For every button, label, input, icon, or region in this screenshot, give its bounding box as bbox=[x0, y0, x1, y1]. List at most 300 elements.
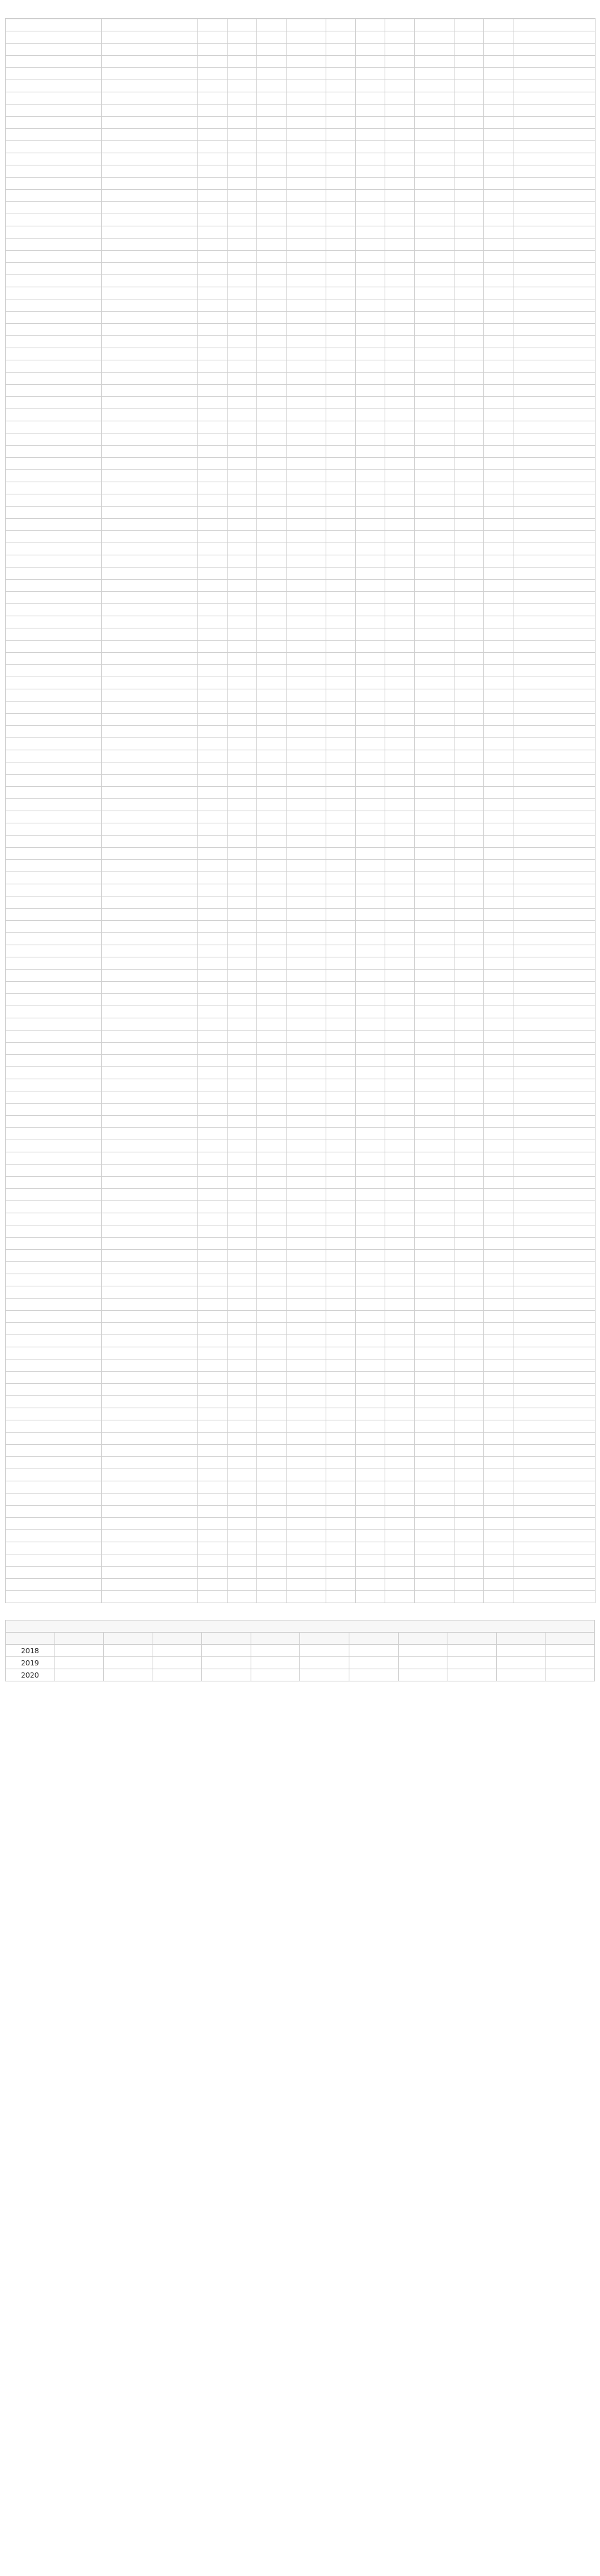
table-cell bbox=[484, 1091, 513, 1104]
table-cell bbox=[6, 628, 102, 641]
table-row bbox=[6, 1140, 596, 1152]
table-cell bbox=[496, 1669, 546, 1681]
table-cell bbox=[484, 31, 513, 44]
table-cell bbox=[228, 31, 257, 44]
table-cell bbox=[228, 1152, 257, 1165]
table-cell bbox=[454, 1408, 484, 1420]
table-cell bbox=[356, 1177, 385, 1189]
table-row bbox=[6, 1031, 596, 1043]
table-cell bbox=[356, 446, 385, 458]
table-cell bbox=[326, 836, 356, 848]
table-cell bbox=[6, 1091, 102, 1104]
table-cell bbox=[102, 628, 198, 641]
table-cell bbox=[257, 1067, 287, 1079]
table-cell bbox=[228, 1396, 257, 1408]
table-cell bbox=[415, 872, 454, 884]
table-cell bbox=[198, 1433, 228, 1445]
table-cell bbox=[484, 226, 513, 239]
table-cell bbox=[326, 1591, 356, 1603]
table-cell bbox=[356, 1079, 385, 1091]
table-cell bbox=[415, 1542, 454, 1554]
table-cell bbox=[287, 1481, 326, 1494]
table-row bbox=[6, 568, 596, 580]
table-cell bbox=[454, 1335, 484, 1347]
table-cell bbox=[326, 494, 356, 507]
table-cell bbox=[385, 494, 415, 507]
table-cell bbox=[326, 1481, 356, 1494]
table-row bbox=[6, 702, 596, 714]
table-cell bbox=[228, 1494, 257, 1506]
table-cell bbox=[257, 1554, 287, 1567]
table-cell bbox=[385, 860, 415, 872]
table-cell bbox=[257, 1420, 287, 1433]
table-cell bbox=[484, 1457, 513, 1469]
table-cell bbox=[198, 239, 228, 251]
table-cell bbox=[484, 750, 513, 762]
table-cell bbox=[454, 117, 484, 129]
table-cell bbox=[513, 1299, 596, 1311]
table-cell bbox=[198, 482, 228, 494]
table-cell bbox=[356, 409, 385, 421]
table-cell bbox=[198, 1384, 228, 1396]
table-cell bbox=[198, 178, 228, 190]
table-cell bbox=[447, 1657, 497, 1669]
table-cell bbox=[198, 1177, 228, 1189]
table-cell bbox=[513, 1494, 596, 1506]
table-cell bbox=[102, 1335, 198, 1347]
table-cell bbox=[228, 1116, 257, 1128]
table-cell bbox=[326, 848, 356, 860]
table-cell bbox=[484, 1225, 513, 1238]
table-cell bbox=[287, 921, 326, 933]
table-cell bbox=[102, 714, 198, 726]
table-cell bbox=[415, 1518, 454, 1530]
table-cell bbox=[513, 775, 596, 787]
table-cell bbox=[415, 299, 454, 312]
table-cell bbox=[513, 31, 596, 44]
table-cell bbox=[415, 787, 454, 799]
table-cell bbox=[287, 68, 326, 80]
table-cell bbox=[6, 1311, 102, 1323]
table-cell bbox=[102, 1043, 198, 1055]
table-cell bbox=[6, 970, 102, 982]
table-cell bbox=[287, 409, 326, 421]
table-cell bbox=[228, 312, 257, 324]
table-cell bbox=[415, 68, 454, 80]
table-cell bbox=[454, 726, 484, 738]
table-cell bbox=[257, 251, 287, 263]
table-cell bbox=[6, 80, 102, 92]
table-cell bbox=[513, 1311, 596, 1323]
table-cell bbox=[198, 823, 228, 836]
table-cell bbox=[6, 1518, 102, 1530]
table-cell bbox=[356, 1494, 385, 1506]
table-cell bbox=[385, 141, 415, 153]
table-cell bbox=[454, 1128, 484, 1140]
table-cell bbox=[102, 1213, 198, 1225]
table-cell bbox=[102, 945, 198, 957]
table-cell bbox=[287, 726, 326, 738]
table-cell bbox=[228, 1104, 257, 1116]
table-cell bbox=[454, 287, 484, 299]
table-cell bbox=[287, 799, 326, 811]
table-row bbox=[6, 1554, 596, 1567]
table-cell bbox=[6, 909, 102, 921]
table-cell bbox=[415, 482, 454, 494]
table-cell bbox=[198, 494, 228, 507]
table-cell bbox=[257, 1177, 287, 1189]
table-cell bbox=[356, 1506, 385, 1518]
table-cell bbox=[198, 1262, 228, 1274]
table-cell bbox=[513, 360, 596, 373]
table-cell bbox=[356, 519, 385, 531]
table-cell bbox=[102, 1579, 198, 1591]
table-cell bbox=[326, 1396, 356, 1408]
table-cell bbox=[484, 190, 513, 202]
table-cell bbox=[356, 982, 385, 994]
table-cell bbox=[415, 592, 454, 604]
table-cell bbox=[228, 933, 257, 945]
table-row bbox=[6, 1079, 596, 1091]
table-cell bbox=[228, 348, 257, 360]
table-cell bbox=[385, 251, 415, 263]
table-cell bbox=[454, 494, 484, 507]
table-cell bbox=[326, 921, 356, 933]
table-cell bbox=[415, 1213, 454, 1225]
table-cell bbox=[228, 653, 257, 665]
table-cell bbox=[257, 836, 287, 848]
table-cell bbox=[385, 1384, 415, 1396]
table-cell bbox=[104, 1669, 153, 1681]
table-cell bbox=[513, 1055, 596, 1067]
table-cell bbox=[454, 665, 484, 677]
table-cell bbox=[198, 1372, 228, 1384]
table-row bbox=[6, 1201, 596, 1213]
table-row bbox=[6, 202, 596, 214]
table-cell bbox=[198, 385, 228, 397]
table-cell bbox=[454, 1225, 484, 1238]
table-cell bbox=[513, 1225, 596, 1238]
table-cell bbox=[513, 129, 596, 141]
table-cell bbox=[198, 1469, 228, 1481]
table-cell bbox=[415, 775, 454, 787]
table-cell bbox=[484, 214, 513, 226]
table-cell bbox=[484, 823, 513, 836]
table-cell bbox=[447, 1645, 497, 1657]
table-cell bbox=[287, 665, 326, 677]
table-cell bbox=[356, 226, 385, 239]
table-cell bbox=[326, 641, 356, 653]
table-cell bbox=[385, 921, 415, 933]
table-cell bbox=[228, 214, 257, 226]
table-cell bbox=[484, 1591, 513, 1603]
table-cell bbox=[385, 1250, 415, 1262]
table-cell bbox=[385, 726, 415, 738]
table-cell bbox=[287, 1372, 326, 1384]
table-cell bbox=[198, 543, 228, 555]
table-cell bbox=[356, 1347, 385, 1360]
table-cell bbox=[356, 385, 385, 397]
table-row bbox=[6, 421, 596, 434]
table-cell bbox=[513, 1347, 596, 1360]
table-row bbox=[6, 628, 596, 641]
table-cell bbox=[198, 226, 228, 239]
table-cell bbox=[415, 141, 454, 153]
table-cell bbox=[513, 92, 596, 105]
header-cell bbox=[300, 1633, 349, 1645]
table-cell bbox=[287, 1433, 326, 1445]
table-cell bbox=[326, 1311, 356, 1323]
table-cell bbox=[356, 1286, 385, 1299]
table-cell bbox=[287, 653, 326, 665]
table-cell bbox=[513, 897, 596, 909]
table-cell bbox=[6, 726, 102, 738]
table-cell bbox=[6, 1579, 102, 1591]
table-cell bbox=[385, 933, 415, 945]
table-cell bbox=[513, 1469, 596, 1481]
table-cell bbox=[257, 409, 287, 421]
table-cell bbox=[6, 1104, 102, 1116]
table-cell bbox=[356, 1006, 385, 1018]
table-cell bbox=[454, 628, 484, 641]
table-cell bbox=[385, 994, 415, 1006]
table-cell bbox=[513, 665, 596, 677]
table-cell bbox=[198, 165, 228, 178]
table-cell bbox=[385, 1238, 415, 1250]
table-cell bbox=[513, 592, 596, 604]
table-cell bbox=[454, 1116, 484, 1128]
table-cell bbox=[513, 324, 596, 336]
table-row bbox=[6, 68, 596, 80]
table-cell bbox=[257, 1396, 287, 1408]
table-cell bbox=[257, 494, 287, 507]
table-cell bbox=[102, 726, 198, 738]
table-cell bbox=[356, 1225, 385, 1238]
table-cell bbox=[228, 1469, 257, 1481]
table-cell bbox=[484, 1018, 513, 1031]
table-cell bbox=[102, 1165, 198, 1177]
table-cell bbox=[6, 470, 102, 482]
table-cell bbox=[257, 897, 287, 909]
table-cell bbox=[513, 628, 596, 641]
table-cell bbox=[228, 1128, 257, 1140]
table-cell bbox=[454, 263, 484, 275]
table-row bbox=[6, 1189, 596, 1201]
table-cell bbox=[257, 31, 287, 44]
table-cell bbox=[356, 860, 385, 872]
table-cell bbox=[454, 799, 484, 811]
table-cell bbox=[484, 409, 513, 421]
table-cell bbox=[257, 360, 287, 373]
table-cell bbox=[513, 1091, 596, 1104]
table-cell bbox=[228, 1274, 257, 1286]
table-cell bbox=[198, 1445, 228, 1457]
table-cell bbox=[385, 397, 415, 409]
table-cell bbox=[287, 592, 326, 604]
table-cell bbox=[415, 726, 454, 738]
header-cell bbox=[546, 1633, 595, 1645]
table-cell bbox=[198, 1494, 228, 1506]
table-cell bbox=[356, 994, 385, 1006]
table-cell bbox=[6, 945, 102, 957]
table-row bbox=[6, 1286, 596, 1299]
table-cell bbox=[385, 884, 415, 897]
table-cell bbox=[513, 190, 596, 202]
table-cell bbox=[484, 787, 513, 799]
table-cell bbox=[513, 677, 596, 689]
table-cell bbox=[385, 1189, 415, 1201]
table-cell bbox=[198, 787, 228, 799]
table-cell bbox=[198, 555, 228, 568]
table-row bbox=[6, 80, 596, 92]
table-cell bbox=[102, 385, 198, 397]
table-cell bbox=[326, 957, 356, 970]
table-cell bbox=[257, 1494, 287, 1506]
table-cell bbox=[6, 1494, 102, 1506]
table-cell bbox=[198, 446, 228, 458]
table-cell bbox=[385, 519, 415, 531]
table-cell bbox=[454, 714, 484, 726]
table-cell bbox=[385, 775, 415, 787]
table-cell bbox=[257, 823, 287, 836]
table-cell bbox=[513, 714, 596, 726]
table-cell bbox=[356, 68, 385, 80]
table-cell bbox=[385, 641, 415, 653]
table-cell bbox=[198, 129, 228, 141]
table-cell bbox=[326, 141, 356, 153]
table-cell bbox=[228, 421, 257, 434]
table-cell bbox=[198, 1225, 228, 1238]
table-cell bbox=[454, 1177, 484, 1189]
table-cell bbox=[326, 1530, 356, 1542]
table-cell bbox=[484, 1067, 513, 1079]
table-cell bbox=[198, 1481, 228, 1494]
table-row bbox=[6, 1250, 596, 1262]
table-cell bbox=[198, 1530, 228, 1542]
table-cell bbox=[287, 860, 326, 872]
table-cell bbox=[228, 1079, 257, 1091]
table-cell bbox=[102, 982, 198, 994]
table-cell bbox=[513, 1396, 596, 1408]
table-cell bbox=[153, 1645, 202, 1657]
table-cell bbox=[484, 251, 513, 263]
table-cell bbox=[454, 982, 484, 994]
table-cell bbox=[228, 921, 257, 933]
table-cell bbox=[228, 884, 257, 897]
table-cell bbox=[454, 1286, 484, 1299]
table-cell bbox=[484, 1542, 513, 1554]
table-cell bbox=[415, 336, 454, 348]
table-cell bbox=[513, 1542, 596, 1554]
table-cell bbox=[6, 117, 102, 129]
table-cell bbox=[257, 1372, 287, 1384]
table-cell bbox=[415, 1079, 454, 1091]
table-cell bbox=[513, 1591, 596, 1603]
table-cell bbox=[326, 165, 356, 178]
table-cell bbox=[385, 1018, 415, 1031]
table-cell bbox=[454, 239, 484, 251]
table-cell bbox=[484, 68, 513, 80]
table-cell bbox=[198, 80, 228, 92]
table-cell bbox=[102, 324, 198, 336]
table-cell bbox=[356, 214, 385, 226]
table-cell bbox=[102, 1262, 198, 1274]
table-cell bbox=[513, 884, 596, 897]
table-cell bbox=[385, 1286, 415, 1299]
table-cell bbox=[484, 1579, 513, 1591]
table-cell bbox=[287, 105, 326, 117]
table-cell bbox=[257, 531, 287, 543]
table-cell bbox=[326, 1299, 356, 1311]
table-cell bbox=[415, 202, 454, 214]
table-row bbox=[6, 348, 596, 360]
table-cell bbox=[454, 531, 484, 543]
table-cell bbox=[385, 568, 415, 580]
table-cell bbox=[287, 604, 326, 616]
table-cell bbox=[326, 1262, 356, 1274]
table-row bbox=[6, 787, 596, 799]
table-cell bbox=[385, 1043, 415, 1055]
table-cell bbox=[513, 1445, 596, 1457]
table-cell bbox=[385, 129, 415, 141]
table-cell bbox=[6, 836, 102, 848]
table-cell bbox=[385, 1201, 415, 1213]
table-cell bbox=[415, 1201, 454, 1213]
table-cell bbox=[454, 1445, 484, 1457]
table-cell bbox=[198, 1055, 228, 1067]
table-cell bbox=[287, 909, 326, 921]
table-cell bbox=[356, 1518, 385, 1530]
table-cell bbox=[356, 80, 385, 92]
table-cell bbox=[6, 68, 102, 80]
table-cell bbox=[198, 1006, 228, 1018]
table-cell bbox=[454, 202, 484, 214]
header-cell bbox=[6, 1633, 55, 1645]
table-cell bbox=[228, 92, 257, 105]
table-cell bbox=[198, 1286, 228, 1299]
table-cell bbox=[102, 592, 198, 604]
table-cell bbox=[6, 592, 102, 604]
table-cell bbox=[484, 1274, 513, 1286]
table-row bbox=[6, 1396, 596, 1408]
table-cell bbox=[6, 872, 102, 884]
table-cell bbox=[484, 1347, 513, 1360]
table-cell bbox=[257, 616, 287, 628]
table-cell bbox=[257, 1238, 287, 1250]
table-cell bbox=[454, 373, 484, 385]
table-cell bbox=[484, 1554, 513, 1567]
table-cell bbox=[356, 628, 385, 641]
table-cell bbox=[326, 1384, 356, 1396]
table-cell bbox=[484, 531, 513, 543]
table-row bbox=[6, 153, 596, 165]
table-cell bbox=[198, 397, 228, 409]
table-cell bbox=[513, 909, 596, 921]
table-cell bbox=[513, 1201, 596, 1213]
table-cell bbox=[228, 1457, 257, 1469]
table-cell bbox=[102, 44, 198, 56]
table-cell bbox=[228, 1579, 257, 1591]
table-cell bbox=[228, 275, 257, 287]
table-cell bbox=[102, 604, 198, 616]
table-cell bbox=[228, 1238, 257, 1250]
table-cell bbox=[326, 1116, 356, 1128]
table-cell bbox=[287, 287, 326, 299]
table-cell bbox=[356, 1104, 385, 1116]
table-cell bbox=[484, 848, 513, 860]
table-cell bbox=[356, 397, 385, 409]
table-cell bbox=[102, 1152, 198, 1165]
